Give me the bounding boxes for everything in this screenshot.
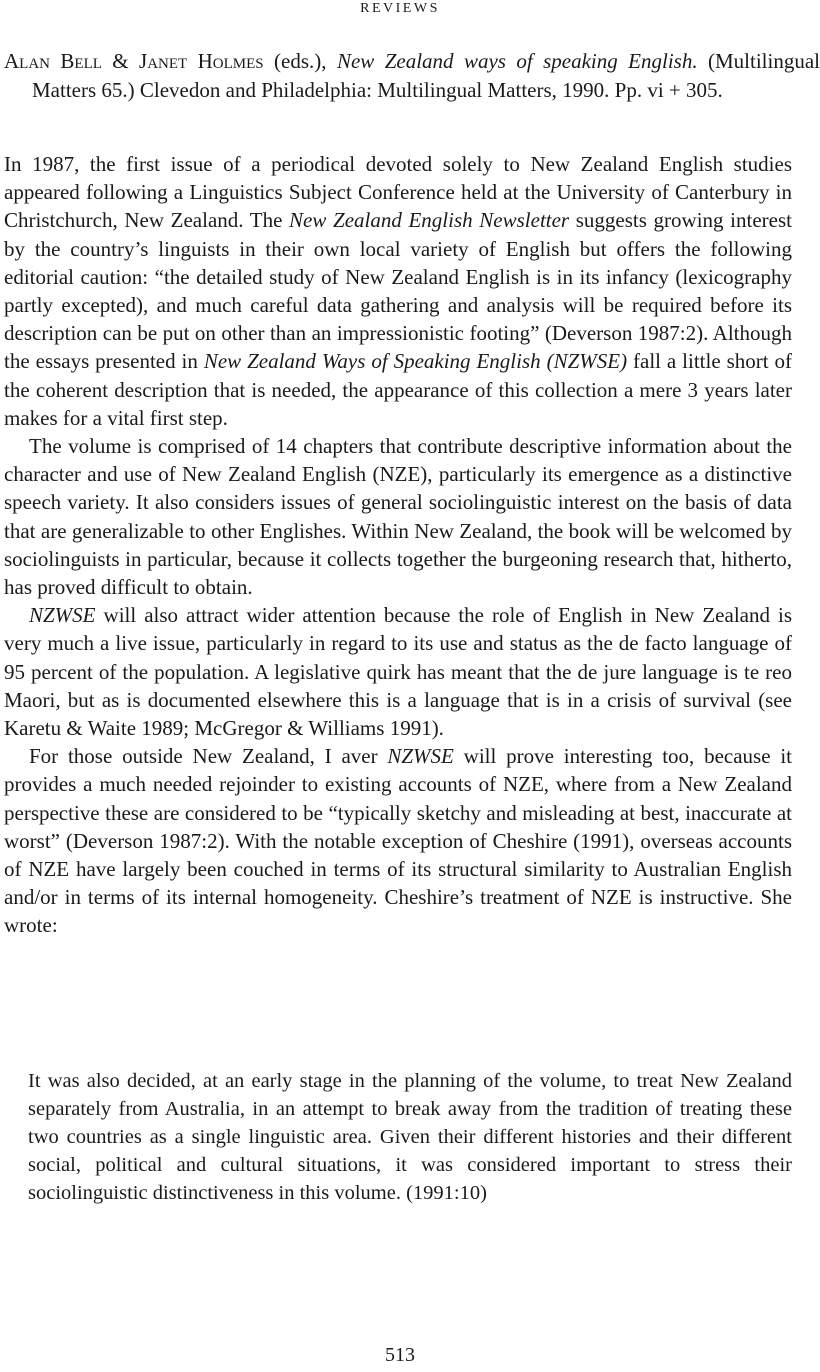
paragraph-text: suggests growing interest by the country’s linguists in their own local variety of English but offers the following editorial caution: “the detailed study of New Zealand English is in its infancy (lexicography partly excepted), and much careful data gathering and analysis will be required before its description can be put on other than an impressionistic footing” (Deverson 1987:2). Although the essays presented in <box>4 208 792 374</box>
block-quote-text: It was also decided, at an early stage in the planning of the volume, to treat New Zealand separately from Australia, in an attempt to break away from the tradition of treating these two countries as a single linguistic area. Given their different histories and their different social, political and cultural situations, it was considered important to stress their sociolinguistic distinctiveness in this volume. (1991:10) <box>28 1070 792 1204</box>
paragraph-text: In 1987, the first issue of a periodical devoted solely to New Zealand English studies appeared following a Linguistics Subject Conference held at the University of Canterbury in Christchurch, New Zealand. The <box>4 152 792 233</box>
page-number: 513 <box>385 1344 415 1366</box>
citation-publication-details: (Multilingual Matters 65.) Clevedon and Philadelphia: Multilingual Matters, 1990. Pp. vi + 305. <box>32 49 820 102</box>
paragraph-text: The volume is comprised of 14 chapters that contribute descriptive information about the character and use of New Zealand English (NZE), particularly its emergence as a distinctive speech variety. It also considers issues of general sociolinguistic interest on the basis of data that are generalizable to other Englishes. Within New Zealand, the book will be welcomed by sociolinguists in particular, because it collects together the burgeoning research that, hitherto, has proved difficult to obtain. <box>4 434 792 600</box>
paragraph-text: For those outside New Zealand, I aver <box>29 744 388 769</box>
body-paragraph <box>4 742 792 939</box>
review-citation <box>4 47 820 105</box>
italic-text: New Zealand English Newsletter <box>289 208 570 233</box>
italic-text: NZWSE <box>387 744 454 769</box>
italic-text: New Zealand Ways of Speaking English (NZWSE) <box>203 349 628 374</box>
body-paragraph <box>4 601 792 742</box>
citation-book-title: New Zealand ways of speaking English. <box>336 49 698 73</box>
citation-eds: (eds.), <box>263 49 337 73</box>
block-quote <box>28 1067 792 1207</box>
body-paragraph <box>4 150 792 432</box>
paragraph-text: will prove interesting too, because it provides a much needed rejoinder to existing accounts of NZE, where from a New Zealand perspective these are considered to be “typically sketchy and misleading at best, inaccurate at worst” (Deverson 1987:2). With the notable exception of Cheshire (1991), overseas accounts of NZE have largely been couched in terms of its structural similarity to Australian English and/or in terms of its internal homogeneity. Cheshire’s treatment of NZE is instructive. She wrote: <box>4 744 792 938</box>
body-paragraph <box>4 432 792 601</box>
italic-text: NZWSE <box>29 603 96 628</box>
review-body <box>4 150 792 940</box>
paragraph-text: will also attract wider attention because the role of English in New Zealand is very much a live issue, particularly in regard to its use and status as the de facto language of 95 percent of the population. A legislative quirk has meant that the de jure language is te reo Maori, but as is documented elsewhere this is a language that is in a crisis of survival (see Karetu & Waite 1989; McGregor & Williams 1991). <box>4 603 792 741</box>
running-head: REVIEWS <box>360 1 440 16</box>
paragraph-text: fall a little short of the coherent description that is needed, the appearance of this collection a mere 3 years later makes for a vital first step. <box>4 349 792 430</box>
citation-authors: Alan Bell & Janet Holmes <box>4 49 264 73</box>
